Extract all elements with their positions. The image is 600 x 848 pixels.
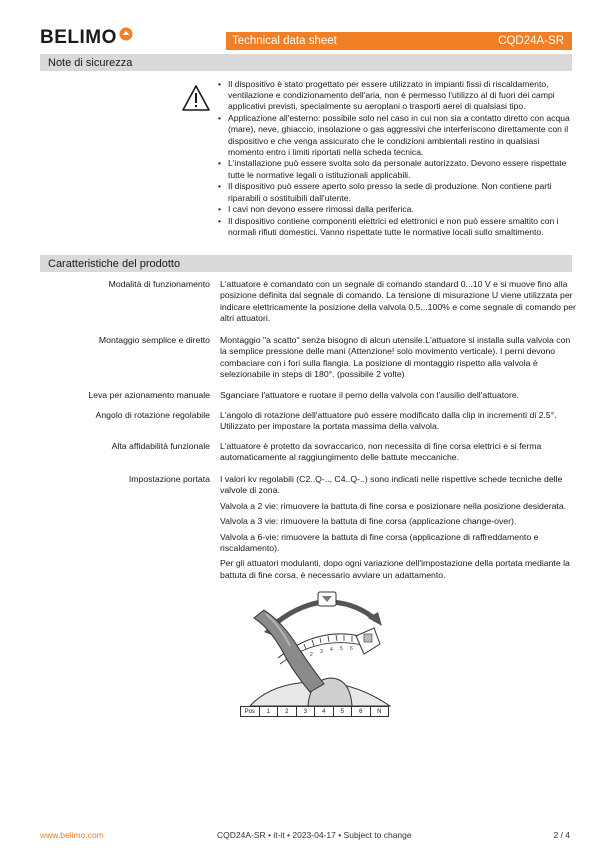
- safety-note-item: • Il dispositivo è stato progettato per essere utilizzato in impianti fissi di riscaldamento, ventilazione e condizionamento dell'aria, non è permesso l'utilizzo al di fuori dei campi applicativi previsti, specialmente su aeroplani o trasporti aerei di qualsiasi tipo.: [218, 79, 574, 113]
- scale-label: 5: [340, 646, 343, 652]
- position-table: [240, 706, 389, 717]
- section-features-title: [40, 255, 572, 272]
- pos-cell: 2: [278, 707, 297, 717]
- warning-icon: [181, 84, 211, 112]
- safety-note-item: • Applicazione all'esterno: possibile solo nel caso in cui non sia a contatto diretto con acqua (mare), neve, ghiaccio, insolazione o gas aggressivi che interferiscono direttamente con il dispositivo e che venga assicurato che le condizioni ambientali restino in qualsiasi momento entro i limiti riportati nella scheda tecnica.: [218, 113, 574, 158]
- safety-note-item: • I cavi non devono essere rimossi dalla periferica.: [218, 204, 574, 215]
- feature-label: Montaggio semplice e diretto: [98, 335, 210, 345]
- safety-note-item: • L'installazione può essere svolta solo da personale autorizzato. Devono essere rispettate tutte le normative legali o istituzionali applicabili.: [218, 158, 574, 180]
- footer-page-number: 2 / 4: [553, 830, 570, 840]
- scale-label: 6: [350, 646, 353, 652]
- section-title-text: Note di sicurezza: [48, 56, 133, 69]
- brand-logo: [40, 27, 133, 49]
- feature-label: Leva per azionamento manuale: [88, 390, 210, 400]
- feature-label: Alta affidabilità funzionale: [111, 441, 210, 451]
- section-title-text: Caratteristiche del prodotto: [48, 257, 181, 270]
- scale-label: 3: [320, 649, 323, 655]
- pos-cell: 1: [259, 707, 278, 717]
- scale-label: 4: [330, 647, 333, 653]
- feature-label: Modalità di funzionamento: [108, 279, 210, 289]
- pos-cell: Pos: [241, 707, 260, 717]
- feature-paragraph: L'angolo di rotazione dell'attuatore può essere modificato dalla clip in incrementi di 2.5°. Utilizzato per impostare la portata massima della valvola.: [220, 410, 557, 432]
- feature-description: [220, 410, 576, 437]
- safety-note-item: • Il dispositivo contiene componenti elettrici ed elettronici e non può essere smaltito con i normali rifiuti domestici. Vanno rispettate tutte le normative locali sullo smaltimento.: [218, 216, 574, 238]
- feature-paragraph: Sganciare l'attuatore e ruotare il perno della valvola con l'ausilio dell'attuatore.: [220, 390, 520, 400]
- scale-label: 2: [310, 652, 313, 658]
- feature-description: [220, 390, 576, 405]
- feature-paragraph: Valvola a 6-vie: rimuovere la battuta di fine corsa (applicazione di raffreddamento e riscaldamento).: [220, 531, 539, 554]
- section-safety-title: [40, 54, 572, 71]
- model-number: CQD24A-SR: [498, 35, 564, 47]
- safety-note-item: • Il dispositivo può essere aperto solo presso la sede di produzione. Non contiene parti riparabili o sostituibili dall'utente.: [218, 181, 574, 203]
- footer-website-link[interactable]: www.belimo.com: [40, 830, 104, 840]
- feature-paragraph: L'attuatore è comandato con un segnale di comando standard 0...10 V e si muove fino alla posizione definita dal segnale di comando. La tensione di misurazione U viene utilizzata per indicare elettricamente la posizione della valvola 0.5...100% e come segnale di comando per altri attuatori.: [220, 279, 576, 324]
- feature-description: [220, 441, 576, 468]
- footer-doc-info: CQD24A-SR • it-it • 2023-04-17 • Subject to change: [217, 830, 412, 840]
- feature-paragraph: I valori kv regolabili (C2..Q-.., C4..Q-..) sono indicati nelle rispettive schede tecniche delle valvole di zona.: [220, 474, 563, 496]
- flow-setting-diagram: [240, 588, 400, 718]
- feature-label: Angolo di rotazione regolabile: [95, 410, 210, 420]
- pos-cell: N: [370, 707, 389, 717]
- feature-paragraph: Per gli attuatori modulanti, dopo ogni variazione dell'impostazione della portata mediante la battuta di fine corsa, è necessario avviare un adattamento.: [220, 558, 570, 580]
- feature-description: [220, 474, 576, 585]
- feature-paragraph: Montaggio "a scatto" senza bisogno di alcun utensile.L'attuatore si installa sulla valvola con la semplice pressione delle mani (Attenzione! solo movimento verticale). I perni devono combaciare con i fori sulla flangia. La posizione di montaggio rispetto alla valvola è selezionabile in steps di 180°. (possibile 2 volte): [220, 335, 571, 380]
- pos-cell: 6: [352, 707, 371, 717]
- brand-logo-icon: [119, 27, 133, 41]
- pos-cell: 3: [296, 707, 315, 717]
- feature-paragraph: Valvola a 3 vie: rimuovere la battuta di fine corsa (applicazione change-over).: [220, 516, 517, 527]
- header-bar: [226, 32, 572, 50]
- pos-cell: 5: [333, 707, 352, 717]
- doc-type: Technical data sheet: [232, 35, 337, 47]
- feature-label: Impostazione portata: [128, 474, 210, 484]
- feature-description: [220, 279, 576, 329]
- pos-cell: 4: [315, 707, 334, 717]
- safety-notes-list: [218, 79, 574, 239]
- feature-paragraph: Valvola a 2 vie: rimuovere la battuta di fine corsa e posizionare nella posizione desiderata.: [220, 500, 567, 511]
- feature-description: [220, 335, 576, 385]
- feature-paragraph: L'attuatore è protetto da sovraccarico, non necessita di fine corsa elettrici e si ferma automaticamente al raggiungimento delle battute meccaniche.: [220, 441, 542, 463]
- brand-name: BELIMO: [40, 27, 117, 48]
- lever-icon: [254, 610, 324, 692]
